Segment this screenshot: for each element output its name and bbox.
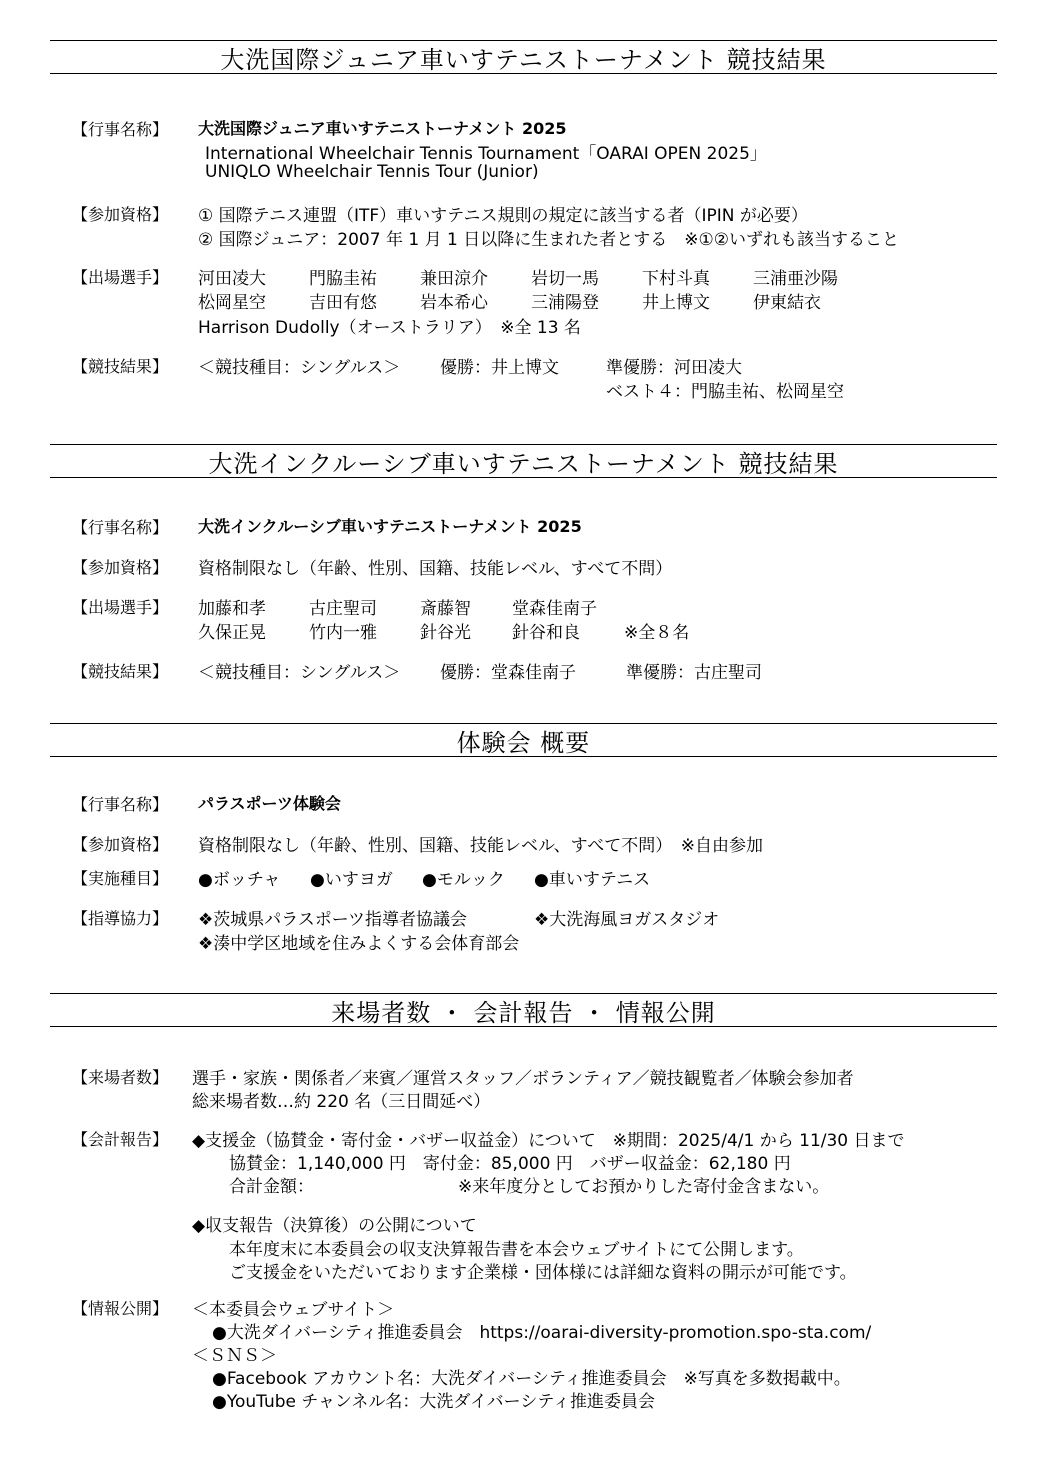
label-qualification: 【参加資格】 xyxy=(72,558,169,577)
result-winner: 優勝：井上博文 xyxy=(440,358,559,378)
player-name: 岩切一馬 xyxy=(531,269,599,289)
result-runner-up: 準優勝：古庄聖司 xyxy=(626,663,762,683)
label-players: 【出場選手】 xyxy=(72,598,169,617)
accounting-total: 合計金額： xyxy=(229,1177,314,1197)
activity-item: ●ボッチャ xyxy=(198,870,281,890)
label-activities: 【実施種目】 xyxy=(72,869,169,888)
event-name: 大洗インクルーシブ車いすテニストーナメント 2025 xyxy=(198,517,582,536)
info-facebook[interactable]: ●Facebook アカウント名：大洗ダイバーシティ推進委員会 ※写真を多数掲載中。 xyxy=(212,1369,851,1389)
players-row-2 xyxy=(198,618,689,643)
player-name: 三浦陽登 xyxy=(531,293,599,313)
qualification: 資格制限なし（年齢、性別、国籍、技能レベル、すべて不問） xyxy=(198,559,673,579)
player-name: 河田凌大 xyxy=(198,269,266,289)
label-result: 【競技結果】 xyxy=(72,662,169,681)
result-event: ＜競技種目：シングルス＞ xyxy=(198,358,401,378)
info-youtube[interactable]: ●YouTube チャンネル名：大洗ダイバーシティ推進委員会 xyxy=(212,1392,655,1412)
accounting-disclosure-1: 本年度末に本委員会の収支決算報告書を本会ウェブサイトにて公開します。 xyxy=(229,1240,804,1260)
player-name: 針谷和良 xyxy=(512,623,580,643)
event-name-en-1: International Wheelchair Tennis Tournament「OARAI OPEN 2025」 xyxy=(205,144,767,164)
label-accounting: 【会計報告】 xyxy=(72,1130,169,1149)
activity-item: ●車いすテニス xyxy=(534,870,651,890)
player-name: 古庄聖司 xyxy=(309,599,377,619)
label-visitors: 【来場者数】 xyxy=(72,1068,169,1087)
accounting-note: ※来年度分としてお預かりした寄付金含まない。 xyxy=(458,1177,830,1197)
player-name: 門脇圭祐 xyxy=(309,269,377,289)
player-name: 松岡星空 xyxy=(198,293,266,313)
player-name: 堂森佳南子 xyxy=(512,599,597,619)
player-name: 竹内一雅 xyxy=(309,623,377,643)
player-name: 下村斗真 xyxy=(642,269,710,289)
label-event-name: 【行事名称】 xyxy=(72,120,169,139)
cooperation-2: ❖大洗海風ヨガスタジオ xyxy=(534,910,720,930)
label-result: 【競技結果】 xyxy=(72,357,169,376)
info-website-link[interactable]: ●大洗ダイバーシティ推進委員会 https://oarai-diversity-promotion.spo-sta.com/ xyxy=(212,1323,872,1343)
player-name: 伊東結衣 xyxy=(753,293,821,313)
event-name-en-2: UNIQLO Wheelchair Tennis Tour (Junior) xyxy=(205,162,539,182)
player-name: 久保正晃 xyxy=(198,623,266,643)
result-best4: ベスト４：門脇圭祐、松岡星空 xyxy=(606,382,844,402)
player-name: 三浦亜沙陽 xyxy=(753,269,838,289)
qualification-1: ① 国際テニス連盟（ITF）車いすテニス規則の規定に該当する者（IPIN が必要） xyxy=(198,206,808,226)
player-name: 吉田有悠 xyxy=(309,293,377,313)
cooperation-1: ❖茨城県パラスポーツ指導者協議会 xyxy=(198,910,468,930)
section-title-experience: 体験会 概要 xyxy=(50,723,997,757)
label-event-name: 【行事名称】 xyxy=(72,795,169,814)
qualification-2: ② 国際ジュニア：2007 年 1 月 1 日以降に生まれた者とする ※①②いずれも該当すること xyxy=(198,230,899,250)
accounting-disclosure-2: ご支援金をいただいております企業様・団体様には詳細な資料の開示が可能です。 xyxy=(229,1263,857,1283)
player-name: 岩本希心 xyxy=(420,293,488,313)
label-info: 【情報公開】 xyxy=(72,1299,169,1318)
event-name: パラスポーツ体験会 xyxy=(198,794,341,813)
section-title-inclusive: 大洗インクルーシブ車いすテニストーナメント 競技結果 xyxy=(50,444,997,478)
accounting-support: ◆支援金（協賛金・寄付金・バザー収益金）について ※期間：2025/4/1 から 11/30 日まで xyxy=(192,1131,905,1151)
label-players: 【出場選手】 xyxy=(72,268,169,287)
players-row-2 xyxy=(198,288,821,313)
players-row-1 xyxy=(198,264,838,289)
label-qualification: 【参加資格】 xyxy=(72,205,169,224)
cooperation-3: ❖湊中学区地域を住みよくする会体育部会 xyxy=(198,934,520,954)
player-count-note: ※全８名 xyxy=(624,623,690,643)
player-name: 斎藤智 xyxy=(420,599,471,619)
activities-list xyxy=(198,865,650,890)
players-row-3: Harrison Dudolly（オーストラリア） ※全 13 名 xyxy=(198,318,581,338)
section-title-report: 来場者数 ・ 会計報告 ・ 情報公開 xyxy=(50,993,997,1027)
players-row-1 xyxy=(198,594,597,619)
activity-item: ●モルック xyxy=(422,870,505,890)
event-name: 大洗国際ジュニア車いすテニストーナメント 2025 xyxy=(198,119,567,138)
info-website-heading: ＜本委員会ウェブサイト＞ xyxy=(192,1300,395,1320)
player-name: 兼田涼介 xyxy=(420,269,488,289)
info-sns-heading: ＜ＳＮＳ＞ xyxy=(192,1346,277,1366)
section-title-junior: 大洗国際ジュニア車いすテニストーナメント 競技結果 xyxy=(50,40,997,74)
player-name: 加藤和孝 xyxy=(198,599,266,619)
accounting-disclosure: ◆収支報告（決算後）の公開について xyxy=(192,1216,477,1236)
qualification: 資格制限なし（年齢、性別、国籍、技能レベル、すべて不問） ※自由参加 xyxy=(198,836,764,856)
visitors-categories: 選手・家族・関係者／来賓／運営スタッフ／ボランティア／競技観覧者／体験会参加者 xyxy=(192,1069,854,1089)
visitors-total: 総来場者数…約 220 名（三日間延べ） xyxy=(192,1092,491,1112)
activity-item: ●いすヨガ xyxy=(310,870,393,890)
label-qualification: 【参加資格】 xyxy=(72,835,169,854)
player-name: 針谷光 xyxy=(420,623,471,643)
accounting-amounts: 協賛金：1,140,000 円 寄付金：85,000 円 バザー収益金：62,180 円 xyxy=(229,1154,791,1174)
label-event-name: 【行事名称】 xyxy=(72,518,169,537)
result-runner-up: 準優勝：河田凌大 xyxy=(606,358,742,378)
label-cooperation: 【指導協力】 xyxy=(72,909,169,928)
result-winner: 優勝：堂森佳南子 xyxy=(440,663,576,683)
result-event: ＜競技種目：シングルス＞ xyxy=(198,663,401,683)
player-name: 井上博文 xyxy=(642,293,710,313)
